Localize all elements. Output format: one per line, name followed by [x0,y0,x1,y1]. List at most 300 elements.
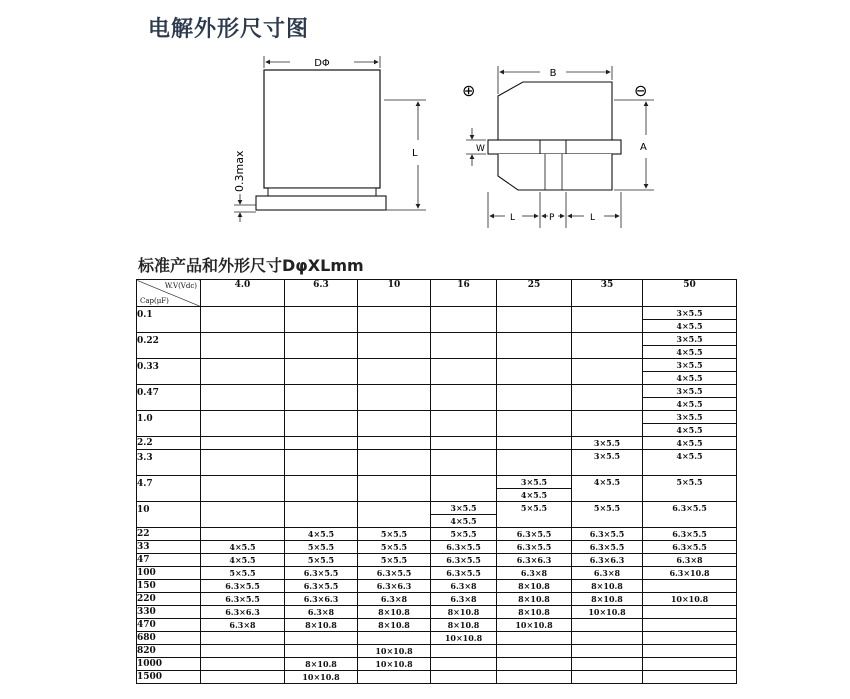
cap-value [137,658,201,671]
table-row [137,437,737,450]
size-value: 6.3×8 [676,555,703,565]
cap-value-text: 22 [137,529,150,539]
size-cell [201,580,285,593]
cap-value-text: 220 [137,594,156,604]
size-value: 6.3×5.5 [516,542,552,552]
size-cell [285,437,358,450]
size-cell [431,450,497,476]
cap-value [137,580,201,593]
size-value: 8×10.8 [518,607,550,617]
size-cell [285,593,358,606]
size-cell [643,307,737,333]
size-cell [431,645,497,658]
size-value: 6.3×5.5 [446,568,481,578]
size-value: 6.3×5.5 [672,542,707,552]
size-cell [431,632,497,645]
table-body [137,307,737,684]
cap-value-text: 100 [137,568,156,578]
height-a-label: A [640,142,647,153]
cap-value-text: 680 [137,633,156,643]
size-value: 6.3×6.3 [303,594,339,604]
size-cell [358,437,431,450]
cap-value-text: 3.3 [137,453,153,463]
size-cell [497,658,572,671]
size-cell [572,580,643,593]
size-cell [497,411,572,437]
size-value: 4×5.5 [643,345,736,358]
size-cell [497,528,572,541]
size-cell [201,437,285,450]
size-cell [572,359,643,385]
size-cell [497,554,572,567]
lead-l-right-label: L [590,213,596,223]
pitch-p-label: P [549,213,555,223]
table-row [137,333,737,359]
size-cell [572,619,643,632]
table-row [137,593,737,606]
cap-value-text: 150 [137,581,156,591]
size-cell [201,606,285,619]
cap-value-text: 1500 [137,672,163,682]
header-voltage-5: 35 [572,280,643,307]
size-cell [643,645,737,658]
cap-value-text: 2.2 [137,438,153,448]
size-cell [643,580,737,593]
header-row [137,280,737,307]
size-value: 8×10.8 [378,620,410,630]
table-row [137,619,737,632]
cap-value [137,450,201,476]
size-value: 4×5.5 [229,542,256,552]
size-cell [285,502,358,528]
size-cell [201,632,285,645]
table-row [137,411,737,437]
size-cell [358,450,431,476]
size-cell [572,385,643,411]
size-cell [285,671,358,684]
spec-table [136,279,737,684]
size-value: 6.3×5.5 [589,542,625,552]
cap-value-text: 1.0 [137,414,153,424]
size-value: 8×10.8 [305,659,337,669]
table-title: 标准产品和外形尺寸DφXLmm [138,256,364,275]
size-cell [285,567,358,580]
size-value: 3×5.5 [676,412,703,422]
size-cell [572,593,643,606]
table-row [137,541,737,554]
table-row [137,528,737,541]
size-cell [497,619,572,632]
size-cell [285,580,358,593]
size-value: 5×5.5 [307,542,335,552]
size-value: 6.3×5.5 [446,542,481,552]
size-cell [497,567,572,580]
size-value: 4×5.5 [643,319,736,332]
cap-value [137,593,201,606]
size-cell [572,476,643,502]
cap-value [137,437,201,450]
top-view [462,66,654,228]
size-value: 6.3×6.3 [225,607,260,617]
header-voltage-2: 10 [358,280,431,307]
side-view [233,56,426,222]
size-cell [497,541,572,554]
size-cell [358,476,431,502]
size-cell [358,541,431,554]
size-cell [201,411,285,437]
size-value: 6.3×8 [229,620,256,630]
cap-value-text: 820 [137,646,156,656]
size-cell [358,385,431,411]
size-value: 5×5.5 [380,529,408,539]
size-cell [358,645,431,658]
size-value: 5×5.5 [676,477,703,487]
size-cell [201,593,285,606]
size-cell [431,619,497,632]
size-cell [285,606,358,619]
size-value: 8×10.8 [591,581,623,591]
size-value: 6.3×8 [450,581,477,591]
size-value: 6.3×10.8 [669,568,710,578]
width-b-label: B [549,68,557,79]
size-cell [643,606,737,619]
size-cell [497,632,572,645]
size-value: 8×10.8 [305,620,337,630]
size-value: 4×5.5 [676,438,703,448]
size-value: 3×5.5 [593,451,621,461]
size-cell [358,528,431,541]
size-cell [497,333,572,359]
size-cell [358,671,431,684]
size-cell [572,307,643,333]
size-value: 6.3×5.5 [376,568,412,578]
terminal-w-label: W [476,144,485,154]
size-cell [285,645,358,658]
capacitor-base [256,196,386,210]
size-cell [285,528,358,541]
size-cell [431,476,497,502]
size-value: 10×10.8 [444,633,483,643]
size-value: 8×10.8 [518,581,550,591]
size-cell [285,541,358,554]
size-value: 3×5.5 [676,360,703,370]
size-value: 6.3×8 [593,568,621,578]
size-cell [285,385,358,411]
size-cell [643,593,737,606]
size-cell [201,385,285,411]
cap-value [137,307,201,333]
size-cell [285,450,358,476]
size-cell [572,671,643,684]
size-cell [572,632,643,645]
size-cell [497,385,572,411]
header-voltage-6: 50 [643,280,737,307]
size-cell [431,567,497,580]
length-label: L [412,148,418,159]
size-cell [497,645,572,658]
diameter-label: DΦ [314,58,330,69]
capacitor-seat [268,188,376,196]
size-cell [643,658,737,671]
cap-value [137,359,201,385]
size-value: 8×10.8 [447,620,480,630]
cap-value [137,554,201,567]
header-voltage-0: 4.0 [201,280,285,307]
size-cell [572,437,643,450]
size-cell [358,658,431,671]
size-value: 4×5.5 [643,423,736,436]
header-voltage-label: W.V(Vdc) [164,282,197,290]
size-value: 4×5.5 [431,514,496,527]
cap-value-text: 33 [137,542,150,552]
size-cell [358,359,431,385]
size-cell [643,333,737,359]
size-cell [572,541,643,554]
header-voltage-1: 6.3 [285,280,358,307]
size-value: 8×10.8 [518,594,550,604]
size-value: 6.3×6.3 [516,555,552,565]
size-cell [285,554,358,567]
cap-value [137,632,201,645]
size-value: 6.3×8 [380,594,408,604]
size-cell [497,606,572,619]
size-value: 5×5.5 [450,529,477,539]
size-cell [572,606,643,619]
cap-value [137,528,201,541]
size-value: 6.3×5.5 [672,503,707,513]
size-cell [497,450,572,476]
bottom-body [498,154,612,190]
size-cell [431,593,497,606]
terminal-strip [488,140,621,154]
size-value: 10×10.8 [375,659,413,669]
cap-value-text: 1000 [137,659,163,669]
size-cell [285,619,358,632]
size-cell [358,567,431,580]
size-value: 6.3×5.5 [303,568,339,578]
size-cell [358,554,431,567]
table-row [137,554,737,567]
cap-value [137,333,201,359]
size-value: 8×10.8 [378,607,410,617]
table-row [137,580,737,593]
size-cell [643,502,737,528]
size-value: 3×5.5 [593,438,621,448]
dimension-diagram [0,0,850,250]
size-cell [497,502,572,528]
cap-value-text: 47 [137,555,150,565]
size-value: 6.3×6.3 [376,581,412,591]
size-cell [201,619,285,632]
cap-value [137,476,201,502]
size-value: 10×10.8 [515,620,553,630]
size-cell [201,528,285,541]
size-value: 6.3×5.5 [672,529,707,539]
size-cell [643,567,737,580]
size-cell [358,307,431,333]
size-cell [431,502,497,528]
size-cell [431,580,497,593]
size-cell [572,554,643,567]
header-voltage-3: 16 [431,280,497,307]
size-cell [572,333,643,359]
size-cell [497,476,572,502]
size-cell [572,411,643,437]
capacitor-body [264,70,380,188]
size-cell [643,450,737,476]
size-cell [431,307,497,333]
size-cell [358,619,431,632]
cap-value [137,541,201,554]
size-cell [201,541,285,554]
size-cell [285,333,358,359]
size-value: 6.3×5.5 [446,555,481,565]
size-value: 4×5.5 [593,477,621,487]
cap-value-text: 0.47 [137,388,159,398]
size-cell [285,359,358,385]
header-corner [137,280,201,307]
size-value: 3×5.5 [676,386,703,396]
size-cell [643,632,737,645]
cap-value [137,385,201,411]
size-value: 3×5.5 [676,308,703,318]
size-cell [572,528,643,541]
size-cell [497,671,572,684]
size-cell [431,359,497,385]
size-cell [643,554,737,567]
table-row [137,645,737,658]
top-body [498,82,612,140]
size-cell [201,307,285,333]
size-cell [201,554,285,567]
size-value: 6.3×6.3 [589,555,625,565]
cap-value-text: 470 [137,620,156,630]
size-value: 6.3×5.5 [303,581,339,591]
size-value: 4×5.5 [229,555,256,565]
table-row [137,359,737,385]
size-cell [643,541,737,554]
table-row [137,632,737,645]
size-value: 10×10.8 [375,646,413,656]
size-cell [431,385,497,411]
plus-sign-icon: ⊕ [462,81,476,100]
size-value: 4×5.5 [676,451,703,461]
table-row [137,606,737,619]
size-cell [572,567,643,580]
size-cell [431,658,497,671]
size-cell [431,541,497,554]
size-value: 5×5.5 [593,503,621,513]
size-value: 6.3×5.5 [589,529,625,539]
table-row [137,502,737,528]
size-cell [572,645,643,658]
cap-value [137,645,201,658]
size-cell [285,632,358,645]
size-cell [358,502,431,528]
table-row [137,385,737,411]
size-cell [358,593,431,606]
size-value: 6.3×5.5 [225,594,260,604]
cap-value-text: 0.22 [137,336,159,346]
cap-value-text: 0.1 [137,310,153,320]
size-cell [285,307,358,333]
table-row [137,658,737,671]
size-cell [497,307,572,333]
minus-sign-icon: ⊖ [634,81,648,100]
size-cell [497,359,572,385]
table-row [137,671,737,684]
size-value: 8×10.8 [447,607,480,617]
size-value: 5×5.5 [229,568,256,578]
page-title: 电解外形尺寸图 [148,17,310,42]
size-cell [572,658,643,671]
table-row [137,476,737,502]
size-value: 6.3×8 [520,568,548,578]
cap-value [137,619,201,632]
size-value: 10×10.8 [302,672,340,682]
size-value: 6.3×8 [307,607,335,617]
size-cell [643,619,737,632]
size-value: 6.3×5.5 [516,529,552,539]
size-cell [201,450,285,476]
size-cell [431,333,497,359]
size-value: 10×10.8 [670,594,709,604]
size-cell [643,437,737,450]
size-cell [285,476,358,502]
cap-value [137,411,201,437]
size-cell [431,437,497,450]
size-cell [201,476,285,502]
header-cap-label: Cap(μF) [140,297,169,305]
size-cell [643,528,737,541]
size-cell [572,502,643,528]
size-cell [431,411,497,437]
cap-value [137,606,201,619]
size-value: 3×5.5 [450,503,477,513]
table-row [137,567,737,580]
size-value: 6.3×5.5 [225,581,260,591]
cap-value-text: 4.7 [137,479,153,489]
table-row [137,307,737,333]
size-cell [497,580,572,593]
size-value: 10×10.8 [588,607,626,617]
header-voltage-4: 25 [497,280,572,307]
size-cell [201,567,285,580]
size-cell [358,606,431,619]
max-offset-label: 0.3max [233,150,246,192]
size-cell [643,385,737,411]
size-value: 3×5.5 [520,477,548,487]
cap-value-text: 10 [137,505,150,515]
cap-value [137,502,201,528]
size-value: 4×5.5 [307,529,335,539]
lead-l-left-label: L [510,213,516,223]
size-value: 3×5.5 [676,334,703,344]
size-cell [358,632,431,645]
size-cell [201,333,285,359]
size-cell [358,580,431,593]
size-cell [201,359,285,385]
size-cell [285,658,358,671]
size-cell [497,593,572,606]
size-cell [358,333,431,359]
size-cell [572,450,643,476]
size-cell [643,359,737,385]
size-value: 8×10.8 [591,594,623,604]
cap-value-text: 0.33 [137,362,159,372]
size-value: 5×5.5 [380,542,408,552]
size-cell [431,606,497,619]
